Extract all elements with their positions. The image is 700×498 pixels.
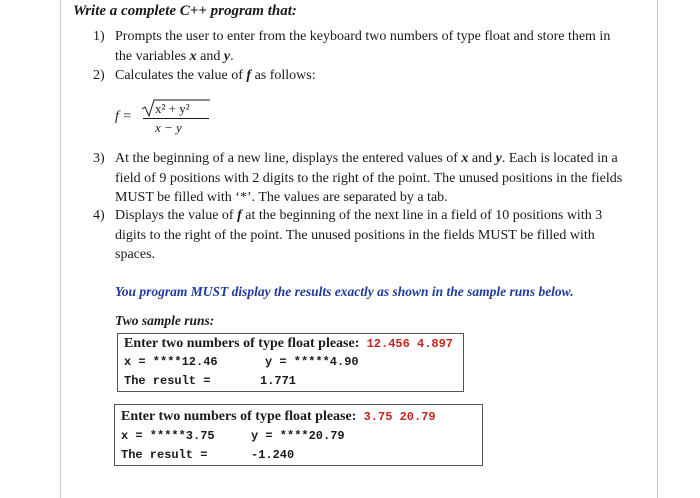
item-text: At the beginning of a new line, displays the entered values of x and y. Each is located in a field of 9 positions with 2 digits to the right of the point. The unused positions in the fields MUST be filled with ‘*’. The values are separated by a tab.: [115, 151, 623, 205]
run-xy-line: x = *****3.75: [121, 429, 215, 443]
note-text: You program MUST display the results exactly as shown in the sample runs below.: [115, 284, 574, 299]
sample-runs-title: Two sample runs:: [115, 313, 215, 328]
sample-run-2: [114, 404, 483, 466]
item-text: Prompts the user to enter from the keyboard two numbers of type float and store them in the variables x and y.: [115, 29, 611, 64]
item-number: 3): [93, 151, 105, 166]
formula-radicand: x² + y²: [155, 101, 190, 116]
formula-fraction: [141, 96, 211, 140]
item-number: 4): [93, 208, 105, 223]
formula-lhs: f =: [115, 109, 132, 124]
run-y-value: y = *****4.90: [265, 355, 359, 369]
formula-denominator: x − y: [155, 120, 182, 135]
run-result-value: -1.240: [251, 448, 295, 462]
run-prompt-line: Enter two numbers of type float please: 12.456 4.897: [124, 336, 454, 351]
item-number: 2): [93, 68, 105, 83]
formula-numerator: [141, 98, 211, 116]
run-result-label: The result =: [121, 448, 208, 462]
fraction-bar: [143, 118, 209, 119]
item-text: Displays the value of f at the beginning of the next line in a field of 10 positions with 3 digits to the right of the point. The unused positions in the fields MUST be filled with spaces.: [115, 208, 603, 262]
sample-run-1: [117, 333, 464, 392]
item-number: 1): [93, 29, 105, 44]
run-xy-line: x = ****12.46: [124, 355, 218, 369]
formula: [115, 96, 225, 140]
page-title: Write a complete C++ program that:: [73, 3, 297, 19]
item-text: Calculates the value of f as follows:: [115, 68, 316, 83]
run-input: 3.75 20.79: [363, 410, 436, 424]
run-input: 12.456 4.897: [366, 337, 454, 351]
run-result-label: The result =: [124, 374, 211, 388]
run-prompt-line: Enter two numbers of type float please: 3.75 20.79: [121, 409, 436, 424]
run-y-value: y = ****20.79: [251, 429, 345, 443]
run-result-value: 1.771: [260, 374, 297, 388]
